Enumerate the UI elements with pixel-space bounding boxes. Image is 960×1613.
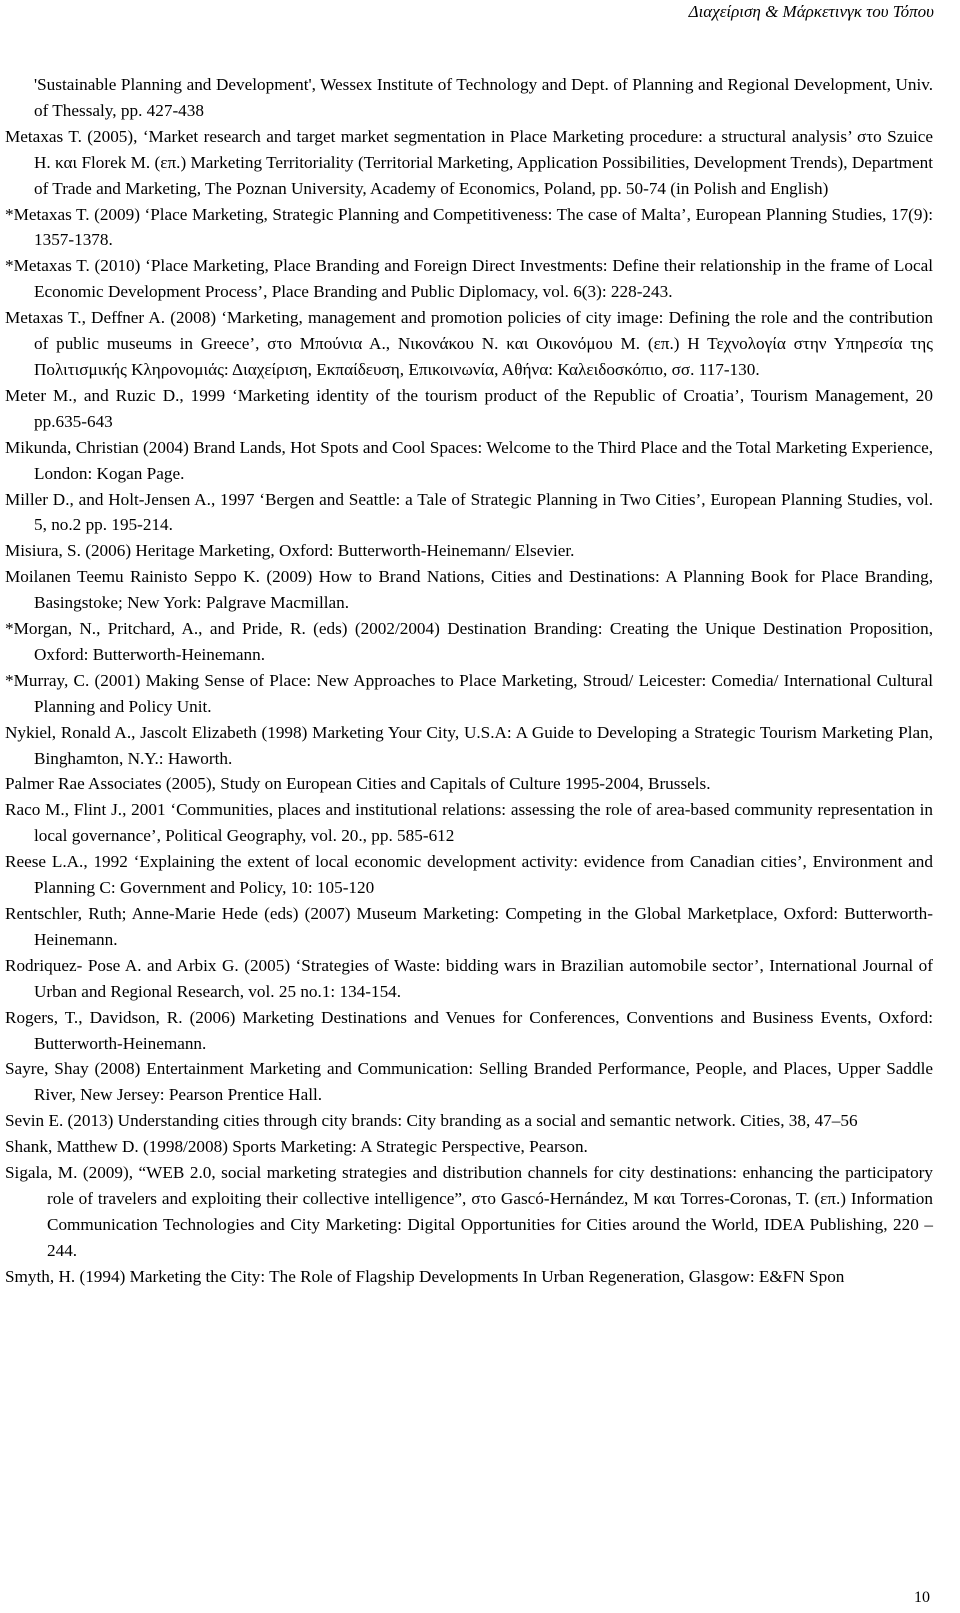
reference-item: *Metaxas T. (2010) ‘Place Marketing, Place Branding and Foreign Direct Investments: Define their relationship in the frame of Local Economic Development Process’, Place Branding and Public Diplomacy, vol. 6(3): 228-243. [5, 256, 933, 302]
reference-item: Rogers, T., Davidsοn, R. (2006) Marketing Destinations and Venues for Conferences, Conventions and Business Events, Oxford: Butterworth-Heinemann. [5, 1007, 933, 1053]
reference-item: Misiura, S. (2006) Heritage Marketing, Oxford: Butterworth-Heinemann/ Elsevier. [5, 541, 575, 561]
reference-item: *Metaxas T. (2009) ‘Place Marketing, Strategic Planning and Competitiveness: The case of Malta’, European Planning Studies, 17(9): 1357-1378. [5, 204, 933, 250]
reference-item: Sigala, M. (2009), “WEB 2.0, social marketing strategies and distribution channels for city destinations: enhancing the participatory role of travelers and exploiting their collective intelligence”, στο Gascó-Hernández, M και Torres-Coronas, T. (επ.) Information Communication Technologies and City Marketing: Digital Opportunities for Cities around the World, IDEA Publishing, 220 – 244. [5, 1163, 933, 1260]
reference-item: Raco M., Flint J., 2001 ‘Communities, places and institutional relations: assessing the role of area-based community representation in local governance’, Political Geography, vol. 20., pp. 585-612 [5, 800, 933, 846]
reference-item: Moilanen Teemu Rainisto Seppo K. (2009) How to Brand Nations, Cities and Destinations: A Planning Book for Place Branding, Basingstoke; New York: Palgrave Macmillan. [5, 567, 933, 613]
reference-item: Smyth, H. (1994) Marketing the City: The Role of Flagship Developments In Urban Regeneration, Glasgow: E&FN Spon [5, 1266, 845, 1286]
reference-item: Palmer Rae Associates (2005), Study on European Cities and Capitals of Culture 1995-2004, Brussels. [5, 774, 711, 794]
reference-item: Reese L.A., 1992 ‘Explaining the extent of local economic development activity: evidence from Canadian cities’, Environment and Planning C: Government and Policy, 10: 105-120 [5, 852, 933, 898]
reference-item: Metaxas T., Deffner A. (2008) ‘Marketing, management and promotion policies of city image: Defining the role and the contribution of public museums in Greece’, στο Μπούνια Α., Νικονάκου Ν. και Οικονόμου Μ. (επ.) Η Τεχνολογία στην Υπηρεσία της Πολιτισμικής Κληρονομιάς: Διαχείριση, Εκπαίδευση, Επικοινωνία, Αθήνα: Καλειδοσκόπιο, σσ. 117-130. [5, 308, 933, 379]
reference-item: Meter M., and Ruzic D., 1999 ‘Marketing identity of the tourism product of the Republic of Croatia’, Tourism Management, 20 pp.635-643 [5, 385, 933, 431]
reference-item: Shank, Matthew D. (1998/2008) Sports Marketing: A Strategic Perspective, Pearson. [5, 1137, 588, 1157]
reference-list [5, 72, 933, 1290]
reference-item: Sevin E. (2013) Understanding cities through city brands: City branding as a social and semantic network. Cities, 38, 47–56 [5, 1111, 858, 1131]
reference-item: Mikunda, Christian (2004) Brand Lands, Hot Spots and Cool Spaces: Welcome to the Third Place and the Total Marketing Experience, London: Kogan Page. [5, 437, 933, 483]
reference-item: Rodriquez- Pose A. and Arbix G. (2005) ‘Strategies of Waste: bidding wars in Brazilian automobile sector’, International Journal of Urban and Regional Research, vol. 25 no.1: 134-154. [5, 955, 933, 1001]
reference-item: *Morgan, N., Pritchard, A., and Pride, R. (eds) (2002/2004) Destination Branding: Creating the Unique Destination Proposition, Oxford: Butterworth-Heinemann. [5, 619, 933, 664]
reference-item: Rentschler, Ruth; Anne-Marie Hede (eds) (2007) Museum Marketing: Competing in the Global Marketplace, Oxford: Butterworth-Heinemann. [5, 904, 933, 949]
reference-item: *Murray, C. (2001) Making Sense of Place: New Approaches to Place Marketing, Stroud/ Leicester: Comedia/ International Cultural Planning and Policy Unit. [5, 670, 933, 716]
page-number: 10 [914, 1589, 930, 1606]
running-header: Διαχείριση & Μάρκετινγκ του Τόπου [688, 2, 934, 21]
reference-item: Sayre, Shay (2008) Entertainment Marketing and Communication: Selling Branded Performance, People, and Places, Upper Saddle River, New Jersey: Pearson Prentice Hall. [5, 1059, 933, 1105]
reference-continuation: 'Sustainable Planning and Development', Wessex Institute of Technology and Dept. of Planning and Regional Development, Univ. of Thessaly, pp. 427-438 [34, 75, 933, 120]
reference-item: Metaxas T. (2005), ‘Market research and target market segmentation in Place Marketing procedure: a structural analysis’ στο Szuice H. και Florek M. (επ.) Marketing Territoriality (Territorial Marketing, Application Possibilities, Development Trends), Department of Trade and Marketing, The Poznan University, Academy of Economics, Poland, pp. 50-74 (in Polish and English) [5, 126, 933, 198]
reference-item: Miller D., and Holt-Jensen A., 1997 ‘Bergen and Seattle: a Tale of Strategic Planning in Two Cities’, European Planning Studies, vol. 5, no.2 pp. 195-214. [5, 489, 933, 535]
reference-item: Nykiel, Ronald A., Jascolt Elizabeth (1998) Marketing Your City, U.S.A: A Guide to Developing a Strategic Tourism Marketing Plan, Binghamton, N.Y.: Haworth. [5, 722, 933, 768]
